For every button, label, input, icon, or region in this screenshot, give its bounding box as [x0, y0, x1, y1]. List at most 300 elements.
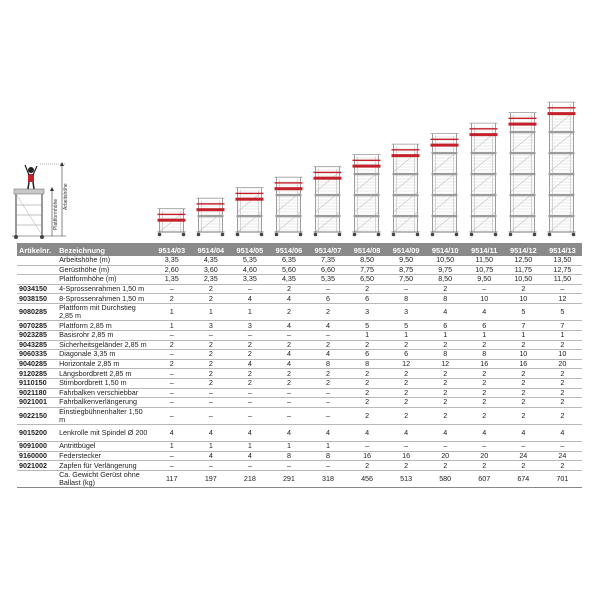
value-cell: 3 — [348, 303, 387, 320]
scaffold-tower — [353, 155, 381, 237]
value-cell: 2 — [191, 350, 230, 360]
value-cell: 2 — [543, 378, 582, 388]
tower-top-platform — [236, 198, 264, 201]
header-model: 9514/04 — [191, 244, 230, 256]
article-number: 9110150 — [17, 378, 57, 388]
article-number: 9070285 — [17, 321, 57, 331]
scaffold-tower — [275, 177, 303, 236]
header-model: 9514/11 — [465, 244, 504, 256]
table-row — [17, 275, 582, 285]
value-cell: – — [191, 461, 230, 471]
value-cell: 456 — [348, 470, 387, 487]
value-cell: 607 — [465, 470, 504, 487]
tower-platform — [549, 152, 575, 154]
tower-wheel — [353, 233, 357, 237]
value-cell: 4 — [465, 303, 504, 320]
value-cell: 291 — [269, 470, 308, 487]
value-cell: 4 — [387, 425, 426, 442]
value-cell: 2 — [504, 461, 543, 471]
tower-platform — [549, 131, 575, 133]
value-cell: 8,50 — [348, 256, 387, 265]
value-cell: 580 — [426, 470, 465, 487]
tower-wheel — [431, 233, 435, 237]
description-cell: Federstecker — [57, 451, 152, 461]
table-row — [17, 388, 582, 398]
table-row — [17, 451, 582, 461]
tower-platform — [354, 173, 380, 175]
value-cell: 2 — [465, 398, 504, 408]
tower-platform — [237, 215, 263, 217]
value-cell: 2 — [426, 378, 465, 388]
description-cell: 8-Sprossenrahmen 1,50 m — [57, 294, 152, 304]
value-cell: 1,35 — [152, 275, 191, 285]
description-cell: Stirnbordbrett 1,50 m — [57, 378, 152, 388]
value-cell: 4 — [191, 425, 230, 442]
value-cell: 218 — [230, 470, 269, 487]
tower-platform — [432, 194, 458, 196]
value-cell: 2 — [269, 303, 308, 320]
value-cell: – — [504, 442, 543, 452]
value-cell: 4 — [348, 425, 387, 442]
value-cell: 2 — [348, 461, 387, 471]
value-cell: – — [152, 461, 191, 471]
value-cell: – — [387, 284, 426, 294]
table-row — [17, 407, 582, 424]
value-cell: 10,50 — [504, 275, 543, 285]
article-number: 9021001 — [17, 398, 57, 408]
tower-platform — [510, 173, 536, 175]
value-cell: – — [191, 407, 230, 424]
value-cell: 24 — [543, 451, 582, 461]
value-cell: 2 — [465, 407, 504, 424]
value-cell: 1 — [152, 303, 191, 320]
tower-wheel — [416, 233, 420, 237]
value-cell: 5,60 — [269, 265, 308, 275]
value-cell: 2 — [465, 340, 504, 350]
value-cell: 4 — [543, 425, 582, 442]
value-cell: 5,35 — [308, 275, 347, 285]
value-cell: 8 — [465, 350, 504, 360]
value-cell: 6 — [348, 350, 387, 360]
value-cell: 2 — [387, 388, 426, 398]
value-cell: 2 — [543, 407, 582, 424]
value-cell: 10,75 — [465, 265, 504, 275]
value-cell: 3 — [230, 321, 269, 331]
value-cell: 1 — [465, 330, 504, 340]
description-cell: Plattformhöhe (m) — [57, 275, 152, 285]
value-cell: 2 — [191, 359, 230, 369]
value-cell: 2 — [426, 461, 465, 471]
value-cell: 701 — [543, 470, 582, 487]
description-cell: Horizontale 2,85 m — [57, 359, 152, 369]
tower-guard-rail — [470, 128, 498, 129]
tower-guard-rail — [275, 182, 303, 183]
value-cell: 2 — [543, 369, 582, 379]
value-cell: 8 — [308, 451, 347, 461]
value-cell: 2 — [543, 398, 582, 408]
value-cell: 2 — [308, 369, 347, 379]
value-cell: – — [269, 461, 308, 471]
value-cell: 2 — [504, 407, 543, 424]
value-cell: 2 — [269, 378, 308, 388]
value-cell: 2 — [426, 407, 465, 424]
scaffold-drawing — [0, 0, 600, 243]
value-cell: – — [230, 461, 269, 471]
value-cell: 3,60 — [191, 265, 230, 275]
value-cell: 2 — [230, 350, 269, 360]
tower-guard-rail — [236, 193, 264, 194]
value-cell: 12,75 — [543, 265, 582, 275]
value-cell: 1 — [387, 330, 426, 340]
table-row — [17, 378, 582, 388]
value-cell: 513 — [387, 470, 426, 487]
value-cell: 1 — [348, 330, 387, 340]
value-cell: 2 — [348, 388, 387, 398]
header-model: 9514/08 — [348, 244, 387, 256]
value-cell: 8,75 — [387, 265, 426, 275]
value-cell: 8 — [387, 294, 426, 304]
tower-guard-rail — [509, 118, 537, 119]
tower-platform — [549, 173, 575, 175]
value-cell: 2 — [426, 398, 465, 408]
description-cell: Gerüsthöhe (m) — [57, 265, 152, 275]
value-cell: 4,35 — [191, 256, 230, 265]
scaffold-tower — [236, 188, 264, 237]
table-row — [17, 256, 582, 265]
value-cell: 674 — [504, 470, 543, 487]
table-row — [17, 330, 582, 340]
value-cell: – — [230, 388, 269, 398]
value-cell: 8 — [426, 294, 465, 304]
value-cell: 7,75 — [348, 265, 387, 275]
value-cell: 2 — [426, 340, 465, 350]
value-cell: – — [308, 398, 347, 408]
tower-top-platform — [548, 112, 576, 115]
value-cell: 2 — [387, 340, 426, 350]
value-cell: 11,50 — [543, 275, 582, 285]
value-cell: – — [308, 388, 347, 398]
article-number: 9023285 — [17, 330, 57, 340]
tower-platform — [471, 173, 497, 175]
value-cell: 10 — [504, 350, 543, 360]
value-cell: 6 — [387, 350, 426, 360]
tower-platform — [432, 215, 458, 217]
tower-platform — [510, 194, 536, 196]
value-cell: 9,50 — [465, 275, 504, 285]
tower-guard-rail — [548, 107, 576, 108]
article-number — [17, 470, 57, 487]
value-cell: 1 — [152, 442, 191, 452]
value-cell: 2 — [504, 388, 543, 398]
value-cell: – — [230, 398, 269, 408]
description-cell: Sicherheitsgeländer 2,85 m — [57, 340, 152, 350]
value-cell: – — [465, 284, 504, 294]
value-cell: 318 — [308, 470, 347, 487]
value-cell: 2 — [152, 359, 191, 369]
article-number: 9022150 — [17, 407, 57, 424]
value-cell: 16 — [465, 359, 504, 369]
value-cell: 1 — [269, 442, 308, 452]
value-cell: 2 — [191, 340, 230, 350]
value-cell: 2 — [152, 340, 191, 350]
tower-wheel — [275, 233, 279, 237]
value-cell: – — [152, 398, 191, 408]
value-cell: 3 — [387, 303, 426, 320]
description-cell: Antrittbügel — [57, 442, 152, 452]
value-cell: 6 — [465, 321, 504, 331]
tower-top-platform — [314, 177, 342, 180]
value-cell: 5 — [387, 321, 426, 331]
value-cell: 2 — [269, 369, 308, 379]
tower-wheel — [260, 233, 264, 237]
tower-top-platform — [470, 133, 498, 136]
value-cell: 4 — [269, 294, 308, 304]
scaffold-tower — [470, 123, 498, 236]
value-cell: 4,35 — [269, 275, 308, 285]
platform-height-label: Plattformhöhe — [53, 198, 59, 230]
value-cell: 10 — [504, 294, 543, 304]
value-cell: 2 — [465, 369, 504, 379]
value-cell: 7,35 — [308, 256, 347, 265]
value-cell: 9,75 — [426, 265, 465, 275]
value-cell: 2 — [152, 294, 191, 304]
tower-wheel — [572, 233, 576, 237]
value-cell: 1 — [308, 442, 347, 452]
article-number: 9080285 — [17, 303, 57, 320]
value-cell: 2 — [504, 378, 543, 388]
table-row — [17, 303, 582, 320]
tower-top-platform — [431, 144, 459, 147]
value-cell: 2 — [230, 369, 269, 379]
tower-platform — [432, 173, 458, 175]
value-cell: 4,60 — [230, 265, 269, 275]
value-cell: – — [269, 407, 308, 424]
value-cell: 4 — [230, 451, 269, 461]
tower-guard-rail — [314, 172, 342, 173]
value-cell: 6,60 — [308, 265, 347, 275]
table-row — [17, 350, 582, 360]
tower-wheel — [470, 233, 474, 237]
value-cell: 9,50 — [387, 256, 426, 265]
value-cell: 4 — [230, 359, 269, 369]
tower-top-platform — [509, 123, 537, 126]
tower-guard-rail — [392, 149, 420, 150]
value-cell: 2 — [543, 340, 582, 350]
value-cell: 2 — [191, 294, 230, 304]
tower-guard-rail — [197, 203, 225, 204]
value-cell: 4 — [191, 451, 230, 461]
description-cell: Diagonale 3,35 m — [57, 350, 152, 360]
tower-top-platform — [275, 187, 303, 190]
tower-top-platform — [158, 219, 186, 222]
value-cell: 2 — [465, 388, 504, 398]
tower-platform — [432, 152, 458, 154]
tower-top-platform — [392, 154, 420, 157]
value-cell: 1 — [191, 303, 230, 320]
header-model: 9514/07 — [308, 244, 347, 256]
value-cell: 12 — [426, 359, 465, 369]
value-cell: – — [152, 451, 191, 461]
value-cell: 2 — [230, 378, 269, 388]
table-row — [17, 265, 582, 275]
value-cell: 2 — [308, 303, 347, 320]
table-row — [17, 321, 582, 331]
table-row — [17, 340, 582, 350]
table-row — [17, 398, 582, 408]
value-cell: 24 — [504, 451, 543, 461]
description-cell: Basisrohr 2,85 m — [57, 330, 152, 340]
header-model: 9514/09 — [387, 244, 426, 256]
table-row — [17, 470, 582, 487]
article-number: 9021002 — [17, 461, 57, 471]
value-cell: 7,50 — [387, 275, 426, 285]
value-cell: 2,35 — [191, 275, 230, 285]
tower-platform — [471, 215, 497, 217]
spec-table-container — [17, 243, 582, 488]
value-cell: 6,35 — [269, 256, 308, 265]
header-article: Artikelnr. — [17, 244, 57, 256]
article-number: 9040285 — [17, 359, 57, 369]
value-cell: 4 — [269, 321, 308, 331]
value-cell: – — [191, 388, 230, 398]
header-model: 9514/12 — [504, 244, 543, 256]
value-cell: 4 — [230, 294, 269, 304]
value-cell: 13,50 — [543, 256, 582, 265]
value-cell: 4 — [426, 425, 465, 442]
article-number: 9091000 — [17, 442, 57, 452]
header-model: 9514/03 — [152, 244, 191, 256]
value-cell: 2 — [387, 378, 426, 388]
value-cell: 2 — [348, 378, 387, 388]
value-cell: – — [465, 442, 504, 452]
value-cell: 5 — [348, 321, 387, 331]
header-model: 9514/06 — [269, 244, 308, 256]
value-cell: 2 — [191, 378, 230, 388]
article-number — [17, 275, 57, 285]
value-cell: 2 — [387, 369, 426, 379]
tower-top-platform — [353, 165, 381, 168]
tower-platform — [549, 215, 575, 217]
working-height-label: Arbeitshöhe — [63, 183, 69, 210]
value-cell: – — [230, 284, 269, 294]
tower-wheel — [299, 233, 303, 237]
value-cell: 3,35 — [230, 275, 269, 285]
value-cell: 8 — [426, 350, 465, 360]
scaffold-tower — [392, 144, 420, 236]
article-number — [17, 265, 57, 275]
value-cell: 197 — [191, 470, 230, 487]
tower-platform — [549, 194, 575, 196]
description-cell: Plattform 2,85 m — [57, 321, 152, 331]
header-model: 9514/13 — [543, 244, 582, 256]
tower-platform — [471, 152, 497, 154]
tower-top-platform — [197, 208, 225, 211]
value-cell: 2 — [387, 407, 426, 424]
value-cell: 12 — [387, 359, 426, 369]
value-cell: – — [269, 398, 308, 408]
value-cell: 2 — [348, 340, 387, 350]
value-cell: 7 — [504, 321, 543, 331]
tower-wheel — [392, 233, 396, 237]
tower-platform — [315, 194, 341, 196]
value-cell: 4 — [465, 425, 504, 442]
value-cell: 8,50 — [426, 275, 465, 285]
value-cell: – — [543, 442, 582, 452]
value-cell: 8 — [308, 359, 347, 369]
tower-wheel — [509, 233, 513, 237]
tower-platform — [393, 215, 419, 217]
tower-platform — [510, 215, 536, 217]
scaffold-tower — [548, 102, 576, 236]
table-row — [17, 359, 582, 369]
description-cell: Ca. Gewicht Gerüst ohne Ballast (kg) — [57, 470, 152, 487]
value-cell: – — [269, 388, 308, 398]
article-number: 9021180 — [17, 388, 57, 398]
value-cell: 2 — [543, 388, 582, 398]
value-cell: 1 — [504, 330, 543, 340]
value-cell: 1 — [191, 442, 230, 452]
value-cell: 2 — [191, 284, 230, 294]
tower-platform — [471, 194, 497, 196]
value-cell: – — [152, 284, 191, 294]
value-cell: 2 — [504, 398, 543, 408]
person-icon — [25, 165, 37, 189]
value-cell: 20 — [426, 451, 465, 461]
table-row — [17, 425, 582, 442]
header-description: Bezeichnung — [57, 244, 152, 256]
value-cell: 117 — [152, 470, 191, 487]
tower-platform — [354, 215, 380, 217]
tower-platform — [198, 215, 224, 217]
value-cell: 8 — [348, 359, 387, 369]
value-cell: – — [426, 442, 465, 452]
value-cell: – — [152, 378, 191, 388]
value-cell: – — [191, 398, 230, 408]
tower-platform — [354, 194, 380, 196]
value-cell: – — [348, 442, 387, 452]
value-cell: 2 — [308, 340, 347, 350]
value-cell: 4 — [426, 303, 465, 320]
value-cell: 4 — [308, 350, 347, 360]
table-body — [17, 256, 582, 488]
value-cell: 2 — [348, 407, 387, 424]
scaffold-tower — [197, 198, 225, 236]
value-cell: 16 — [504, 359, 543, 369]
value-cell: 2 — [426, 388, 465, 398]
article-number: 9120285 — [17, 369, 57, 379]
value-cell: – — [152, 407, 191, 424]
value-cell: 7 — [543, 321, 582, 331]
tower-wheel — [338, 233, 342, 237]
value-cell: 2 — [426, 369, 465, 379]
value-cell: 8 — [269, 451, 308, 461]
value-cell: 2 — [504, 340, 543, 350]
value-cell: 5,35 — [230, 256, 269, 265]
value-cell: 4 — [230, 425, 269, 442]
value-cell: 2 — [426, 284, 465, 294]
value-cell: 5 — [504, 303, 543, 320]
value-cell: 4 — [269, 359, 308, 369]
value-cell: 2 — [387, 461, 426, 471]
value-cell: 4 — [504, 425, 543, 442]
value-cell: 2 — [504, 369, 543, 379]
value-cell: 11,75 — [504, 265, 543, 275]
value-cell: 2 — [504, 284, 543, 294]
value-cell: 20 — [543, 359, 582, 369]
description-cell: 4-Sprossenrahmen 1,50 m — [57, 284, 152, 294]
table-row — [17, 369, 582, 379]
description-cell: Einstiegbühnenhalter 1,50 m — [57, 407, 152, 424]
